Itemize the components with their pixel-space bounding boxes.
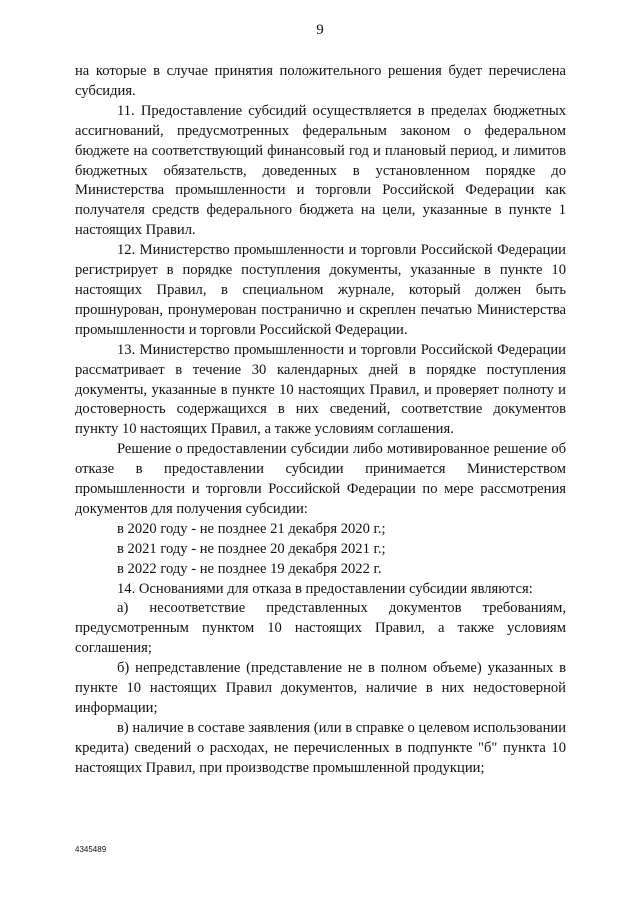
page-number: 9	[316, 22, 324, 38]
deadline-2021: в 2021 году - не позднее 20 декабря 2021 г.;	[117, 540, 386, 557]
paragraph-item-13: 13. Министерство промышленности и торговли Российской Федерации рассматривает в течение 30 календарных дней в порядке поступления документы, указанные в пункте 10 настоящих Правил, и проверяет полноту и достоверность содержащихся в них сведений, соответствие документов пункту 10 настоящих Правил, а также условиям соглашения.	[75, 341, 566, 438]
paragraph-item-12: 12. Министерство промышленности и торговли Российской Федерации регистрирует в порядке поступления документы, указанные в пункте 10 настоящих Правил, в специальном журнале, который должен быть прошнурован, пронумерован постранично и скреплен печатью Министерства промышленности и торговли Российской Федерации.	[75, 242, 566, 338]
paragraph-continuation: на которые в случае принятия положительного решения будет перечислена субсидия.	[75, 63, 566, 99]
deadline-2022: в 2022 году - не позднее 19 декабря 2022 г.	[117, 560, 382, 577]
deadline-2020: в 2020 году - не позднее 21 декабря 2020 г.;	[117, 520, 386, 537]
subitem-v: в) наличие в составе заявления (или в справке о целевом использовании кредита) сведений о расходах, не перечисленных в подпункте "б" пункта 10 настоящих Правил, при производстве промышленной продукции;	[75, 719, 566, 776]
subitem-a: а) несоответствие представленных документов требованиям, предусмотренным пунктом 10 настоящих Правил, а также условиям соглашения;	[75, 600, 566, 657]
paragraph-decision: Решение о предоставлении субсидии либо мотивированное решение об отказе в предоставлении субсидии принимается Министерством промышленности и торговли Российской Федерации по мере рассмотрения документов для получения субсидии:	[75, 441, 566, 517]
subitem-b: б) непредставление (представление не в полном объеме) указанных в пункте 10 настоящих Правил документов, наличие в них недостоверной информации;	[75, 660, 566, 716]
document-code: 4345489	[75, 845, 107, 854]
paragraph-item-14: 14. Основаниями для отказа в предоставлении субсидии являются:	[117, 580, 533, 597]
document-body	[75, 62, 566, 779]
paragraph-item-11: 11. Предоставление субсидий осуществляется в пределах бюджетных ассигнований, предусмотренных федеральным законом о федеральном бюджете на соответствующий финансовый год и плановый период, и лимитов бюджетных обязательств, доведенных в установленном порядке до Министерства промышленности и торговли Российской Федерации как получателя средств федерального бюджета на цели, указанные в пункте 1 настоящих Правил.	[75, 102, 566, 239]
